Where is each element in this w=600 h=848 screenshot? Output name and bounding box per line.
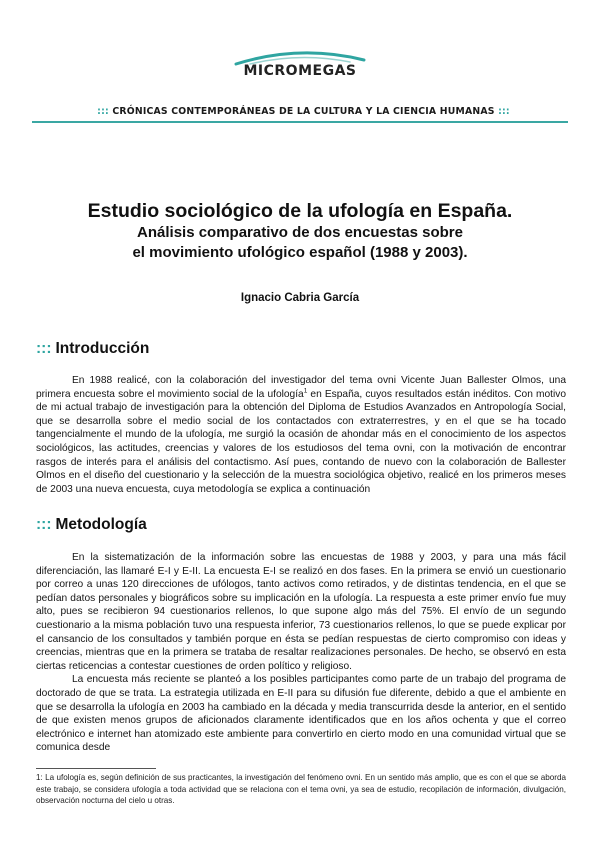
method-paragraph-2: La encuesta más reciente se planteó a los posibles participantes como parte de un trabajo del programa de doctorado de que se trata. La estrategia utilizada en E-II para su difusión fue diferente, debido a que el ambiente en que se desarrolla la ufología en 2003 ha cambiado en la década y media transcurrida desde la anterior, en el sentido de que existen menos grupos de aficionados claramente identificados que en los años ochenta y que el correo electrónico e internet han atomizado este ambiente para convertirlo en cierto modo en una comunidad virtual que se comunica desde	[36, 674, 566, 754]
method-body	[36, 551, 566, 755]
journal-banner	[46, 106, 561, 117]
header-divider	[32, 121, 568, 123]
banner-text: CRÓNICAS CONTEMPORÁNEAS DE LA CULTURA Y LA CIENCIA HUMANAS	[112, 106, 495, 117]
article-subtitle-line1: Análisis comparativo de dos encuestas sobre	[137, 224, 463, 241]
title-block	[40, 199, 560, 263]
logo-text: MICROMEGAS	[243, 63, 357, 79]
method-paragraph-1: En la sistematización de la información sobre las encuestas de 1988 y 2003, y para una más fácil diferenciación, las llamaré E-I y E-II. La encuesta E-I se realizó en dos fases. En la primera se envió un cuestionario por correo a unas 120 direcciones de ufólogos, tanto activos como retirados, y de distintas tendencia, en el que se pedían datos personales y biográficos sobre su implicación en la ufología. La respuesta a este primer envío fue muy alto, pues se recibieron 94 cuestionarios rellenos, lo que supone algo más del 75%. El envío de un segundo cuestionario a la misma población tuvo una respuesta inferior, 73 cuestionarios rellenos, lo que se puede explicar por el cansancio de los consultados y también porque en ésta se pedían respuestas de cierto compromiso con ideas y creencias, mientras que en la primera se trataba de resaltar realizaciones personales. De hecho, se observó en esta ciertas reticencias a contestar cuestiones de orden político y religioso.	[36, 552, 566, 672]
section-dots: :::	[36, 516, 52, 533]
intro-body	[36, 374, 566, 496]
article-title: Estudio sociológico de la ufología en España.	[87, 200, 513, 222]
section-heading-introduccion	[36, 340, 149, 358]
section-heading-text: Metodología	[55, 516, 147, 533]
banner-dots-right: :::	[498, 106, 510, 117]
intro-text-part1: En 1988 realicé, con la colaboración del investigador del tema ovni Vicente Juan Ballester Olmos, una primera encuesta sobre el movimiento social de la ufología	[36, 375, 566, 400]
section-heading-text: Introducción	[55, 340, 150, 357]
banner-dots-left: :::	[97, 106, 109, 117]
intro-paragraph	[36, 374, 566, 496]
intro-text-part2: en España, cuyos resultados están inéditos. Con motivo de mi actual trabajo de investigación para la obtención del Diploma de Estudios Avanzados en Antropología Social, que se desarrolla sobre el medio social de los contactados con extraterrestres, y en el que se ha tocado tangencialmente el mundo de la ufología, me surgió la ocasión de ahondar más en el conocimiento de los aspectos sociológicos, las actitudes, creencias y valores de los estudiosos del tema ovni, con la motivación de encontrar rasgos de interés para el análisis del contactismo. Así pues, contando de nuevo con la colaboración de Ballester Olmos en el diseño del cuestionario y la selección de la muestra sociológica objetivo, realicé en los primeros meses de 2003 una nueva encuesta, cuya metodología se explica a continuación	[36, 388, 566, 495]
micromegas-logo	[0, 50, 600, 79]
article-author: Ignacio Cabria García	[240, 292, 360, 304]
footnote-divider	[36, 768, 156, 769]
section-heading-metodologia	[36, 516, 147, 534]
section-dots: :::	[36, 340, 52, 357]
article-subtitle-line2: el movimiento ufológico español (1988 y 2003).	[132, 244, 468, 261]
footnote-ref[interactable]: 1	[303, 387, 308, 395]
footnote: 1: La ufología es, según definición de sus practicantes, la investigación del fenómeno ovni. En un sentido más amplio, que es con el que se aborda este trabajo, se considera ufología a toda actividad que se relaciona con el tema ovni, ya sea de estudio, recopilación de información, divulgación, observación nocturna del cielo u otras.	[36, 773, 566, 805]
